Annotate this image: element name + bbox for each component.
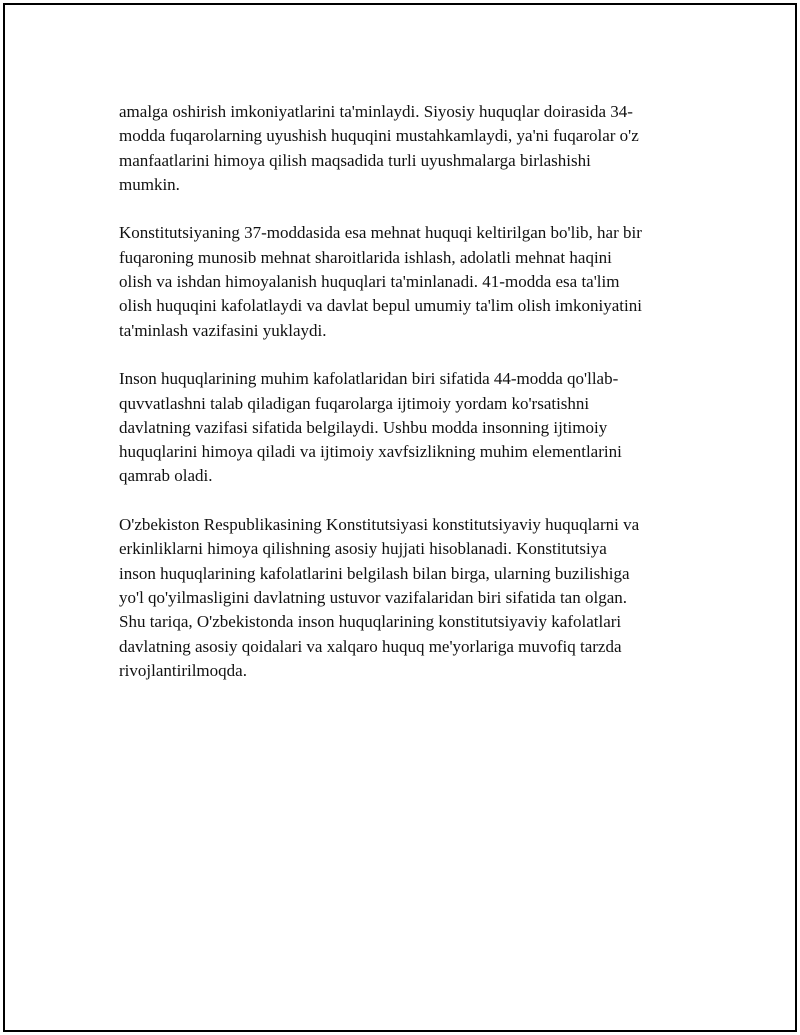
text-line: inson huquqlarining kafolatlarini belgilash bilan birga, ularning buzilishiga: [119, 563, 630, 583]
paragraph-3: [119, 367, 694, 488]
document-body: [119, 100, 694, 707]
text-line: olish huquqini kafolatlaydi va davlat bepul umumiy ta'lim olish imkoniyatini: [119, 296, 642, 316]
paragraph-2: [119, 221, 694, 342]
text-line: olish va ishdan himoyalanish huquqlari ta'minlanadi. 41-modda esa ta'lim: [119, 272, 620, 292]
text-line: manfaatlarini himoya qilish maqsadida turli uyushmalarga birlashishi: [119, 150, 591, 170]
text-line: davlatning vazifasi sifatida belgilaydi. Ushbu modda insonning ijtimoiy: [119, 417, 608, 437]
text-line: davlatning asosiy qoidalari va xalqaro huquq me'yorlariga muvofiq tarzda: [119, 636, 622, 656]
text-line: modda fuqarolarning uyushish huquqini mustahkamlaydi, ya'ni fuqarolar o'z: [119, 126, 639, 146]
text-line: O'zbekiston Respublikasining Konstitutsiyasi konstitutsiyaviy huquqlarni va: [119, 515, 640, 535]
text-line: fuqaroning munosib mehnat sharoitlarida ishlash, adolatli mehnat haqini: [119, 247, 612, 267]
text-line: erkinliklarni himoya qilishning asosiy hujjati hisoblanadi. Konstitutsiya: [119, 539, 607, 559]
text-line: mumkin.: [119, 174, 180, 194]
paragraph-4: [119, 513, 694, 683]
text-line: qamrab oladi.: [119, 466, 213, 486]
text-line: Konstitutsiyaning 37-moddasida esa mehnat huquqi keltirilgan bo'lib, har bir: [119, 223, 642, 243]
page-frame: [3, 3, 797, 1032]
text-line: yo'l qo'yilmasligini davlatning ustuvor vazifalaridan biri sifatida tan olgan.: [119, 587, 627, 607]
text-line: amalga oshirish imkoniyatlarini ta'minlaydi. Siyosiy huquqlar doirasida 34-: [119, 102, 633, 121]
text-line: Inson huquqlarining muhim kafolatlaridan biri sifatida 44-modda qo'llab-: [119, 369, 619, 389]
text-line: rivojlantirilmoqda.: [119, 660, 247, 680]
text-line: huquqlarini himoya qiladi va ijtimoiy xavfsizlikning muhim elementlarini: [119, 442, 622, 462]
text-line: quvvatlashni talab qiladigan fuqarolarga ijtimoiy yordam ko'rsatishni: [119, 393, 590, 413]
text-line: Shu tariqa, O'zbekistonda inson huquqlarining konstitutsiyaviy kafolatlari: [119, 612, 622, 632]
paragraph-1: [119, 100, 694, 197]
text-line: ta'minlash vazifasini yuklaydi.: [119, 320, 327, 340]
